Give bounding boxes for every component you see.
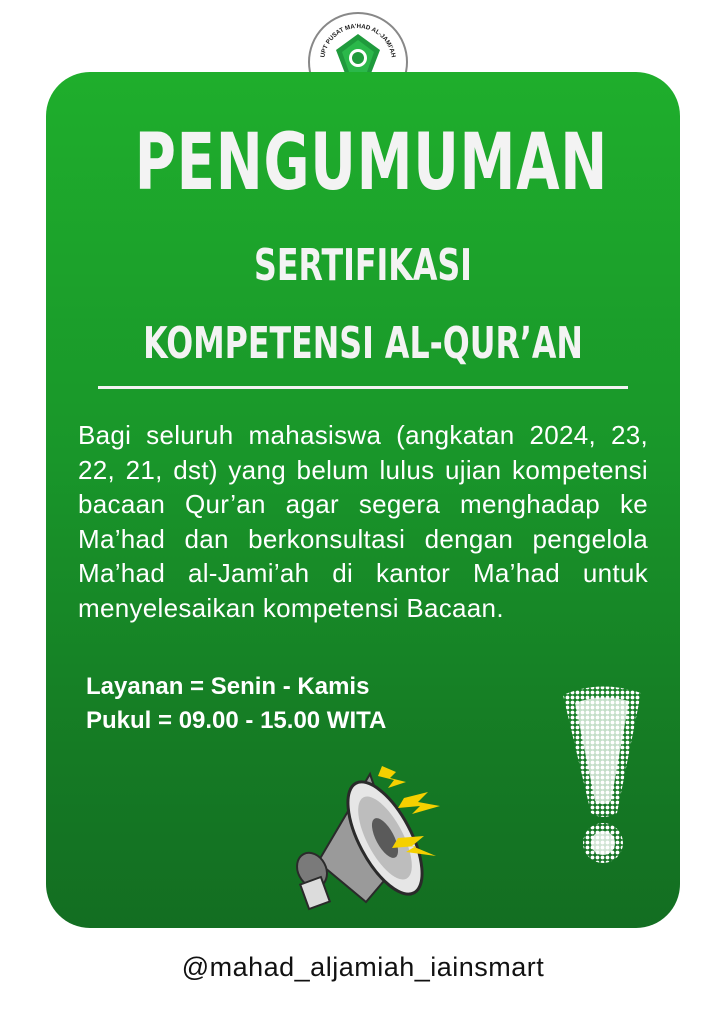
social-handle: @mahad_aljamiah_iainsmart <box>181 952 545 982</box>
announcement-subtitle-line1: SERTIFIKASI <box>254 240 472 291</box>
logo-ring-text-top: UPT PUSAT MA'HAD AL-JAMI'AH <box>319 22 397 59</box>
announcement-subtitle-line2: KOMPETENSI AL-QUR’AN <box>143 318 583 369</box>
announcement-body: Bagi seluruh mahasiswa (angkatan 2024, 23, 22, 21, dst) yang belum lulus ujian kompetensi bacaan Qur’an agar segera menghadap ke Ma’had dan berkonsultasi dengan pengelola Ma’had al-Jami’ah di kantor Ma’had untuk menyelesaikan kompetensi Bacaan. <box>78 420 648 623</box>
service-hours: Pukul = 09.00 - 15.00 WITA <box>86 707 387 734</box>
megaphone-icon <box>278 752 458 912</box>
exclamation-icon <box>555 685 650 870</box>
announcement-title: PENGUMUMAN <box>134 118 609 208</box>
lightning-bolt-icon <box>378 766 406 788</box>
lightning-bolt-icon <box>398 792 440 814</box>
service-days: Layanan = Senin - Kamis <box>86 673 370 700</box>
title-divider <box>98 386 628 389</box>
